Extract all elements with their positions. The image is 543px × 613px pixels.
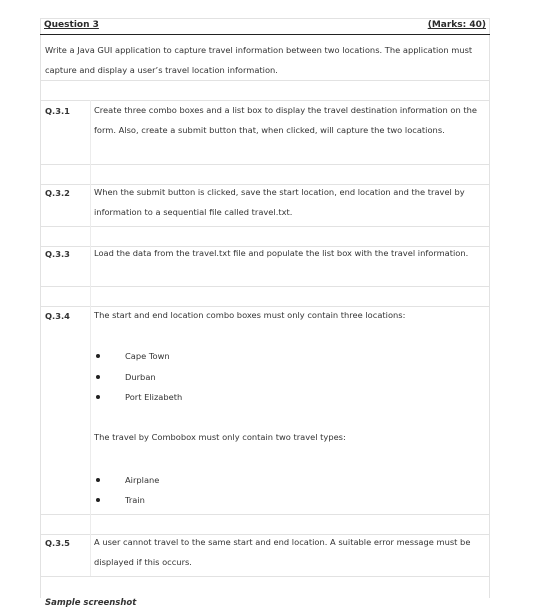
table-divider	[40, 514, 490, 515]
question-number: Q.3.2	[45, 188, 70, 198]
question-title: Question 3	[44, 20, 99, 30]
location-item: Cape Town	[125, 351, 170, 361]
column-divider	[90, 100, 91, 576]
table-divider	[40, 80, 490, 81]
sample-screenshot-label: Sample screenshot	[45, 598, 137, 608]
question-number: Q.3.3	[45, 249, 70, 259]
question-marks: (Marks: 40)	[427, 20, 486, 30]
travel-type-item: Train	[125, 495, 145, 505]
question-text: Load the data from the travel.txt file and populate the list box with the travel information.	[94, 248, 469, 258]
question-intro: Write a Java GUI application to capture travel information between two locations. The application must capture and display a user’s travel location information.	[45, 45, 473, 75]
question-header	[44, 20, 486, 34]
question-text: When the submit button is clicked, save the start location, end location and the travel by information to a sequential file called travel.txt.	[94, 187, 465, 217]
travel-type-item: Airplane	[125, 475, 160, 485]
question-number: Q.3.4	[45, 311, 70, 321]
header-rule	[40, 34, 490, 35]
question-text: Create three combo boxes and a list box to display the travel destination information on the form. Also, create a submit button that, when clicked, will capture the two locations.	[94, 105, 477, 135]
question-number: Q.3.1	[45, 106, 70, 116]
location-item: Durban	[125, 372, 156, 382]
bullet-icon	[96, 354, 100, 358]
travel-by-text: The travel by Combobox must only contain two travel types:	[94, 432, 346, 442]
location-item: Port Elizabeth	[125, 392, 183, 402]
question-number: Q.3.5	[45, 538, 70, 548]
table-divider	[40, 226, 490, 227]
bullet-icon	[96, 498, 100, 502]
question-text: A user cannot travel to the same start and end location. A suitable error message must be displayed if this occurs.	[94, 537, 471, 567]
table-divider	[40, 164, 490, 165]
bullet-icon	[96, 395, 100, 399]
question-text: The start and end location combo boxes must only contain three locations:	[94, 310, 406, 320]
bullet-icon	[96, 478, 100, 482]
table-divider	[40, 286, 490, 287]
table-border	[40, 18, 490, 19]
bullet-icon	[96, 375, 100, 379]
table-divider	[40, 576, 490, 577]
